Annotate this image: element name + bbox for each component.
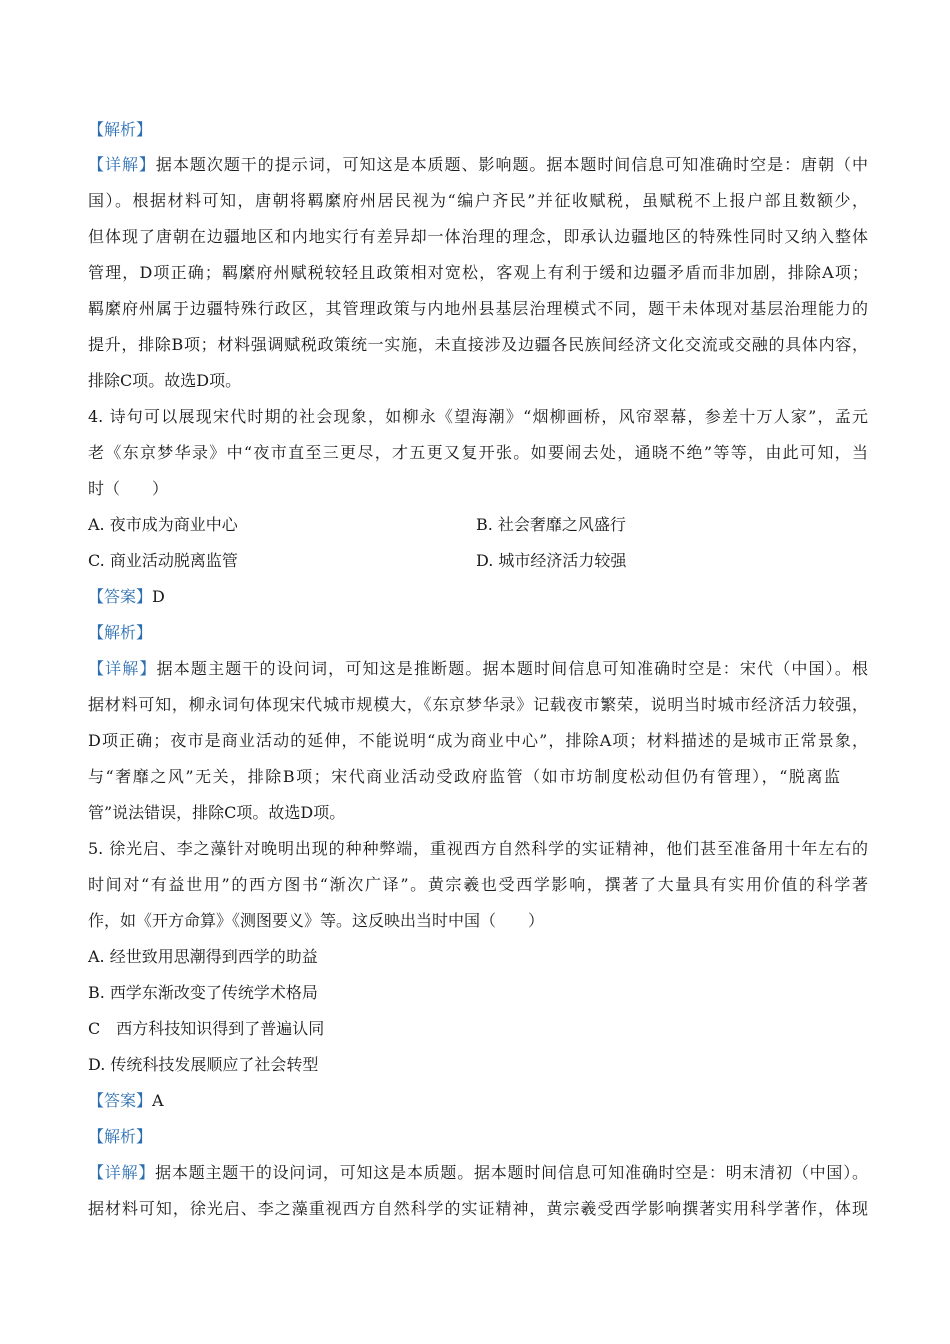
q3-detail-line-6: 提升，排除B项；材料强调赋税政策统一实施，未直接涉及边疆各民族间经济文化交流或交融的具体内容， xyxy=(88,335,868,354)
q3-detail-line-7: 排除C项。故选D项。 xyxy=(88,371,242,390)
q5-option-d: D. 传统科技发展顺应了社会转型 xyxy=(88,1055,319,1074)
q5-detail-line-2: 据材料可知，徐光启、李之藻重视西方自然科学的实证精神，黄宗羲受西学影响撰著实用科学著作，体现 xyxy=(88,1199,868,1218)
q5-stem-line-1: 5. 徐光启、李之藻针对晚明出现的种种弊端，重视西方自然科学的实证精神，他们甚至准备用十年左右的 xyxy=(88,839,868,858)
q5-stem-line-2: 时间对“有益世用”的西方图书“渐次广译”。黄宗羲也受西学影响，撰著了大量具有实用价值的科学著 xyxy=(88,875,868,894)
analysis-tag-q4: 【解析】 xyxy=(88,623,153,642)
q3-detail-line-4: 管理，D项正确；羁縻府州赋税较轻且政策相对宽松，客观上有利于缓和边疆矛盾而非加剧，排除A项； xyxy=(88,263,868,282)
q4-detail-line-2: 据材料可知，柳永词句体现宋代城市规模大，《东京梦华录》记载夜市繁荣，说明当时城市经济活力较强， xyxy=(88,695,868,714)
detail-tag-q3: 【详解】 xyxy=(88,155,156,174)
q5-answer xyxy=(88,1091,868,1111)
q3-detail-line-5: 羁縻府州属于边疆特殊行政区，其管理政策与内地州县基层治理模式不同，题干未体现对基层治理能力的 xyxy=(88,299,868,318)
answer-tag-q4: 【答案】 xyxy=(88,587,153,606)
q4-detail-line-5: 管”说法错误，排除C项。故选D项。 xyxy=(88,803,346,822)
q5-detail-line-1: 【详解】据本题主题干的设问词，可知这是本质题。据本题时间信息可知准确时空是：明末清初（中国）。 xyxy=(88,1163,868,1182)
q4-option-d: D. 城市经济活力较强 xyxy=(476,551,627,570)
q5-stem-line-3: 作，如《开方命算》《测图要义》等。这反映出当时中国（ ） xyxy=(88,911,545,930)
q4-answer-value: D xyxy=(152,587,165,606)
q4-option-a: A. 夜市成为商业中心 xyxy=(88,515,238,534)
analysis-tag-q3: 【解析】 xyxy=(88,120,153,139)
q3-detail-line-3: 但体现了唐朝在边疆地区和内地实行有差异却一体治理的理念，即承认边疆地区的特殊性同时又纳入整体 xyxy=(88,227,868,246)
q4-stem-line-2: 老《东京梦华录》中“夜市直至三更尽，才五更又复开张。如要闹去处，通晓不绝”等等，由此可知，当 xyxy=(88,443,868,462)
analysis-tag-q5: 【解析】 xyxy=(88,1127,153,1146)
q5-option-c: C 西方科技知识得到了普遍认同 xyxy=(88,1019,325,1038)
q4-detail-line-4: 与“奢靡之风”无关，排除B项；宋代商业活动受政府监管（如市坊制度松动但仍有管理），“脱离监 xyxy=(88,767,840,786)
q5-answer-value: A xyxy=(152,1091,164,1110)
answer-tag-q5: 【答案】 xyxy=(88,1091,153,1110)
q3-detail-line-2: 国）。根据材料可知，唐朝将羁縻府州居民视为“编户齐民”并征收赋税，虽赋税不上报户部且数额少， xyxy=(88,191,868,210)
q4-stem-line-3: 时（ ） xyxy=(88,479,169,498)
q3-detail-line-1: 【详解】据本题次题干的提示词，可知这是本质题、影响题。据本题时间信息可知准确时空是：唐朝（中 xyxy=(88,155,868,174)
q4-answer xyxy=(88,587,868,607)
q4-detail-line-1: 【详解】据本题主题干的设问词，可知这是推断题。据本题时间信息可知准确时空是：宋代（中国）。根 xyxy=(88,659,868,678)
q4-option-c: C. 商业活动脱离监管 xyxy=(88,551,238,570)
detail-tag-q5: 【详解】 xyxy=(88,1163,156,1182)
q5-option-b: B. 西学东渐改变了传统学术格局 xyxy=(88,983,318,1002)
q4-stem-line-1: 4. 诗句可以展现宋代时期的社会现象，如柳永《望海潮》“烟柳画桥，风帘翠幕，参差十万人家”，孟元 xyxy=(88,407,868,426)
q4-option-b: B. 社会奢靡之风盛行 xyxy=(476,515,626,534)
q5-option-a: A. 经世致用思潮得到西学的助益 xyxy=(88,947,318,966)
detail-tag-q4: 【详解】 xyxy=(88,659,157,678)
q4-detail-line-3: D项正确；夜市是商业活动的延伸，不能说明“成为商业中心”，排除A项；材料描述的是城市正常景象， xyxy=(88,731,868,750)
